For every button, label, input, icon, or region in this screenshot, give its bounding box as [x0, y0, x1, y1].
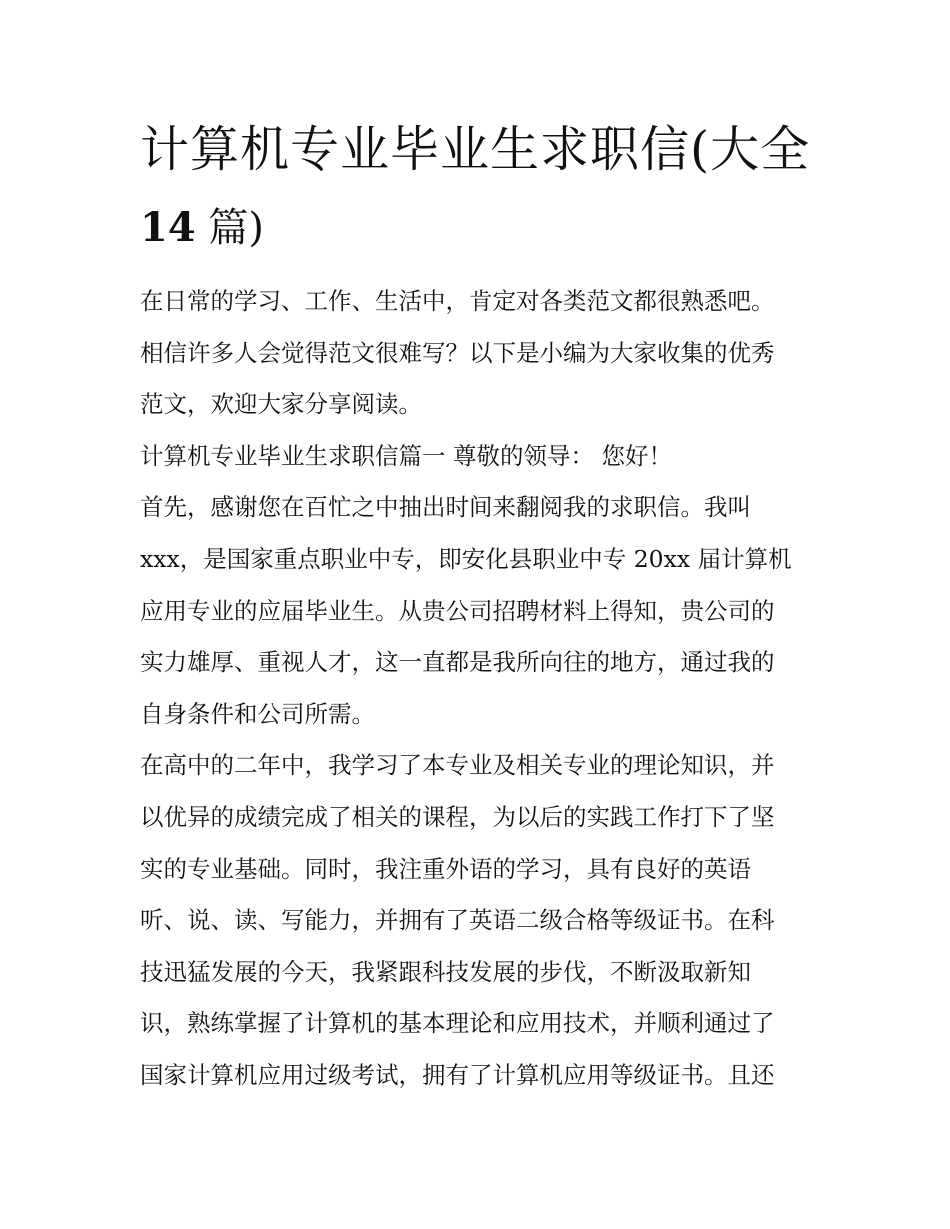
body-line: 在高中的二年中，我学习了本专业及相关专业的理论知识，并 [140, 751, 775, 780]
body-line: 国家计算机应用过级考试，拥有了计算机应用等级证书。且还 [140, 1060, 775, 1089]
body-line: 首先，感谢您在百忙之中抽出时间来翻阅我的求职信。我叫 [140, 493, 751, 522]
document-title-line-2 [140, 190, 264, 266]
body-line: 相信许多人会觉得范文很难写？以下是小编为大家收集的优秀 [140, 338, 775, 367]
document-body [140, 276, 840, 1102]
body-line: 计算机专业毕业生求职信篇一 尊敬的领导： 您好！ [140, 441, 672, 470]
body-line: 识，熟练掌握了计算机的基本理论和应用技术，并顺利通过了 [140, 1009, 775, 1038]
body-line: 实力雄厚、重视人才，这一直都是我所向往的地方，通过我的 [140, 648, 775, 677]
body-line: 以优异的成绩完成了相关的课程，为以后的实践工作打下了坚 [140, 802, 775, 831]
body-line: 范文，欢迎大家分享阅读。 [140, 390, 422, 419]
title-number: 14 [140, 204, 196, 251]
body-line: 应用专业的应届毕业生。从贵公司招聘材料上得知，贵公司的 [140, 596, 775, 625]
body-line: xxx，是国家重点职业中专，即安化县职业中专 20xx 届计算机 [140, 544, 792, 573]
body-line: 在日常的学习、工作、生活中，肯定对各类范文都很熟悉吧。 [140, 287, 775, 315]
document-title-line-1: 计算机专业毕业生求职信(大全 [140, 121, 811, 178]
title-suffix: 篇) [195, 205, 264, 251]
body-line: 自身条件和公司所需。 [140, 699, 375, 728]
body-line: 听、说、读、写能力，并拥有了英语二级合格等级证书。在科 [140, 906, 775, 935]
body-line: 技迅猛发展的今天，我紧跟科技发展的步伐，不断汲取新知 [140, 957, 751, 986]
body-line: 实的专业基础。同时，我注重外语的学习，具有良好的英语 [140, 854, 751, 883]
